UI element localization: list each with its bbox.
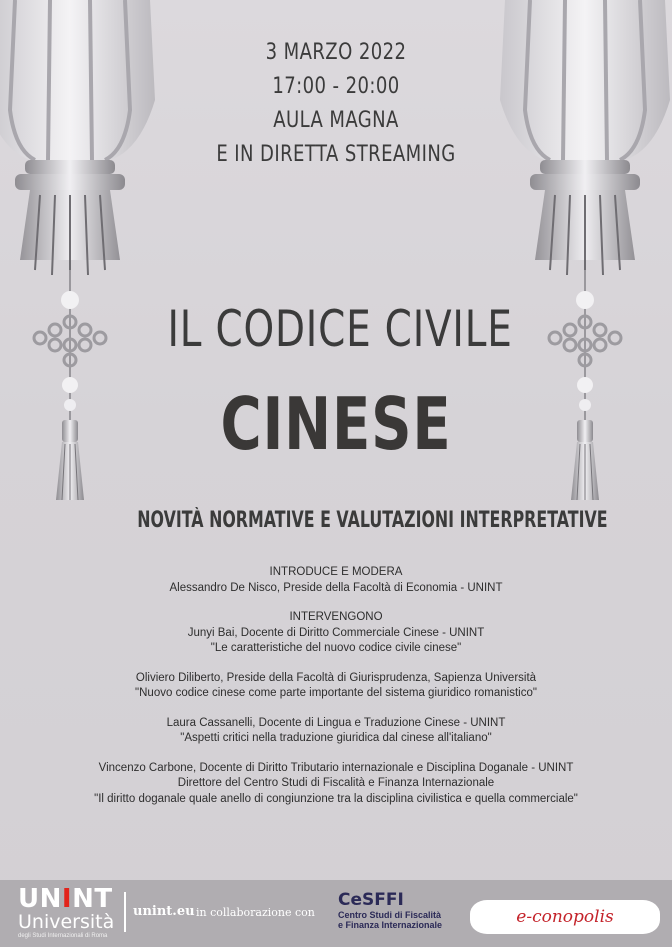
cesffi-subtitle-1: Centro Studi di Fiscalità [338,910,442,920]
talk-title: "Le caratteristiche del nuovo codice civile cinese" [210,642,462,654]
cesffi-subtitle-2: e Finanza Internazionale [338,920,443,930]
intro-speaker: Alessandro De Nisco, Preside della Facoltà di Economia - UNINT [169,581,503,594]
intro-heading: INTRODUCE E MODERA [269,566,403,578]
speakers-heading: INTERVENGONO [289,611,383,623]
poster-title-line1: IL CODICE CIVILE [167,300,513,358]
speaker-line: Laura Cassanelli, Docente di Lingua e Traduzione Cinese - UNINT [166,716,506,729]
poster-subtitle: NOVITÀ NORMATIVE E VALUTAZIONI INTERPRETATIVE [137,508,608,533]
speaker-line: Vincenzo Carbone, Docente di Diritto Tributario internazionale e Disciplina Doganale - UNINT [98,761,574,774]
econopolis-logo[interactable]: e-conopolis [470,900,660,934]
website-link[interactable]: unint.eu [133,904,195,919]
event-date: 3 MARZO 2022 [265,40,407,65]
unint-logo[interactable] [18,886,114,940]
speaker-line: Oliviero Diliberto, Preside della Facoltà di Giurisprudenza, Sapienza Università [135,671,537,684]
speaker-line: Junyi Bai, Docente di Diritto Commerciale Cinese - UNINT [187,626,485,639]
poster-title-line2: CINESE [220,382,452,466]
cesffi-logo[interactable] [338,890,442,930]
event-streaming: E IN DIRETTA STREAMING [216,142,456,167]
cesffi-name: CeSFFI [338,890,404,910]
talk-title: "Aspetti critici nella traduzione giuridica dal cinese all'italiano" [180,732,492,744]
event-info [168,36,504,172]
speaker-role: Direttore del Centro Studi di Fiscalità e Finanza Internazionale [177,777,495,789]
unint-wordmark: UN I NT [18,884,113,914]
footer-bar [0,880,672,947]
lantern-right-icon [485,0,672,510]
event-time: 17:00 - 20:00 [272,74,400,99]
collaboration-text: in collaborazione con [196,906,315,919]
unint-subtitle: Università [18,911,115,933]
unint-microtext: degli Studi Internazionali di Roma [18,933,108,939]
talk-title: "Il diritto doganale quale anello di congiunzione tra la disciplina civilistica e quella commerciale" [94,792,578,805]
footer-divider [124,892,126,932]
talk-title: "Nuovo codice cinese come parte importante del sistema giuridico romanistico" [135,687,537,699]
lantern-left-icon [0,0,170,510]
event-venue: AULA MAGNA [273,108,399,133]
program [30,565,642,807]
